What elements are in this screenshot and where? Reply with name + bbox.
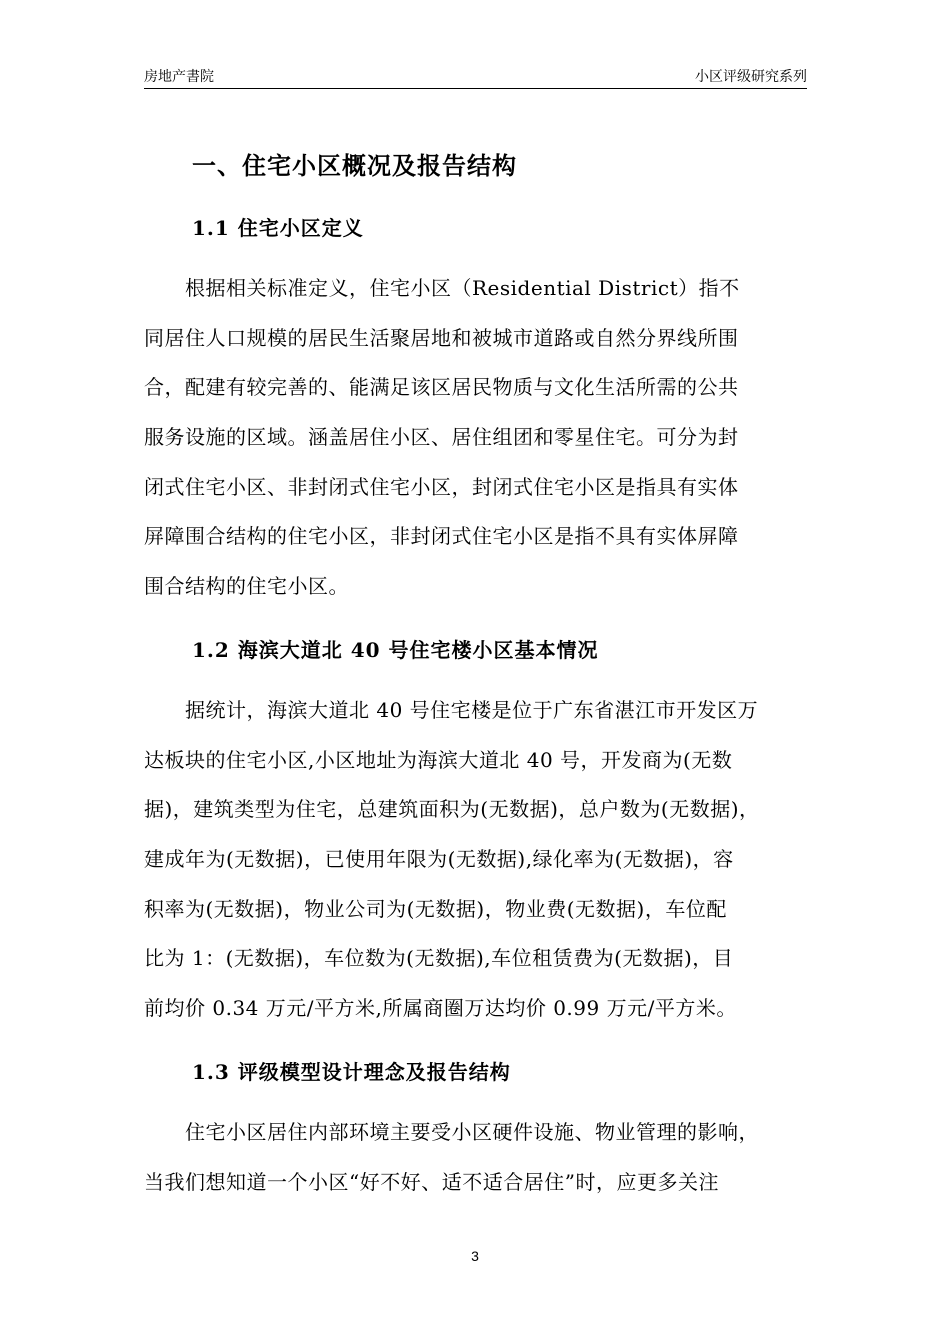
paragraph-line: 合，配建有较完善的、能满足该区居民物质与文化生活所需的公共 — [144, 375, 739, 400]
paragraph-line: 屏障围合结构的住宅小区，非封闭式住宅小区是指不具有实体屏障 — [144, 524, 739, 549]
section-heading-1-3: 1.3 评级模型设计理念及报告结构 — [192, 1060, 511, 1084]
paragraph-line: 前均价 0.34 万元/平方米,所属商圈万达均价 0.99 万元/平方米。 — [144, 996, 737, 1021]
section-heading-1-1: 1.1 住宅小区定义 — [192, 216, 364, 240]
paragraph-line: 据统计，海滨大道北 40 号住宅楼是位于广东省湛江市开发区万 — [144, 698, 759, 722]
paragraph-line: 达板块的住宅小区,小区地址为海滨大道北 40 号，开发商为(无数 — [144, 747, 733, 772]
section-1-2-paragraph — [144, 686, 808, 1034]
section-1-1-paragraph — [144, 264, 808, 612]
section-1-3-paragraph — [144, 1108, 808, 1207]
paragraph-line: 当我们想知道一个小区“好不好、适不适合居住”时，应更多关注 — [144, 1169, 719, 1194]
header-left-text: 房地产書院 — [144, 69, 214, 85]
paragraph-line: 同居住人口规模的居民生活聚居地和被城市道路或自然分界线所围 — [144, 325, 739, 350]
page-header — [144, 66, 807, 89]
paragraph-line: 建成年为(无数据)，已使用年限为(无数据),绿化率为(无数据)，容 — [144, 847, 734, 872]
paragraph-line: 住宅小区居住内部环境主要受小区硬件设施、物业管理的影响， — [144, 1120, 759, 1144]
paragraph-line: 据)，建筑类型为住宅，总建筑面积为(无数据)，总户数为(无数据)， — [144, 797, 760, 822]
paragraph-line: 服务设施的区域。涵盖居住小区、居住组团和零星住宅。可分为封 — [144, 425, 739, 450]
paragraph-line: 围合结构的住宅小区。 — [144, 574, 349, 599]
paragraph-line: 积率为(无数据)，物业公司为(无数据)，物业费(无数据)，车位配 — [144, 896, 727, 921]
paragraph-line: 根据相关标准定义，住宅小区（Residential District）指不 — [144, 276, 740, 300]
header-right-text: 小区评级研究系列 — [695, 69, 807, 85]
page-number: 3 — [471, 1248, 479, 1264]
chapter-heading: 一、住宅小区概况及报告结构 — [192, 151, 517, 180]
section-heading-1-2: 1.2 海滨大道北 40 号住宅楼小区基本情况 — [192, 638, 599, 662]
paragraph-line: 闭式住宅小区、非封闭式住宅小区，封闭式住宅小区是指具有实体 — [144, 474, 739, 499]
paragraph-line: 比为 1：(无数据)，车位数为(无数据),车位租赁费为(无数据)，目 — [144, 946, 734, 971]
